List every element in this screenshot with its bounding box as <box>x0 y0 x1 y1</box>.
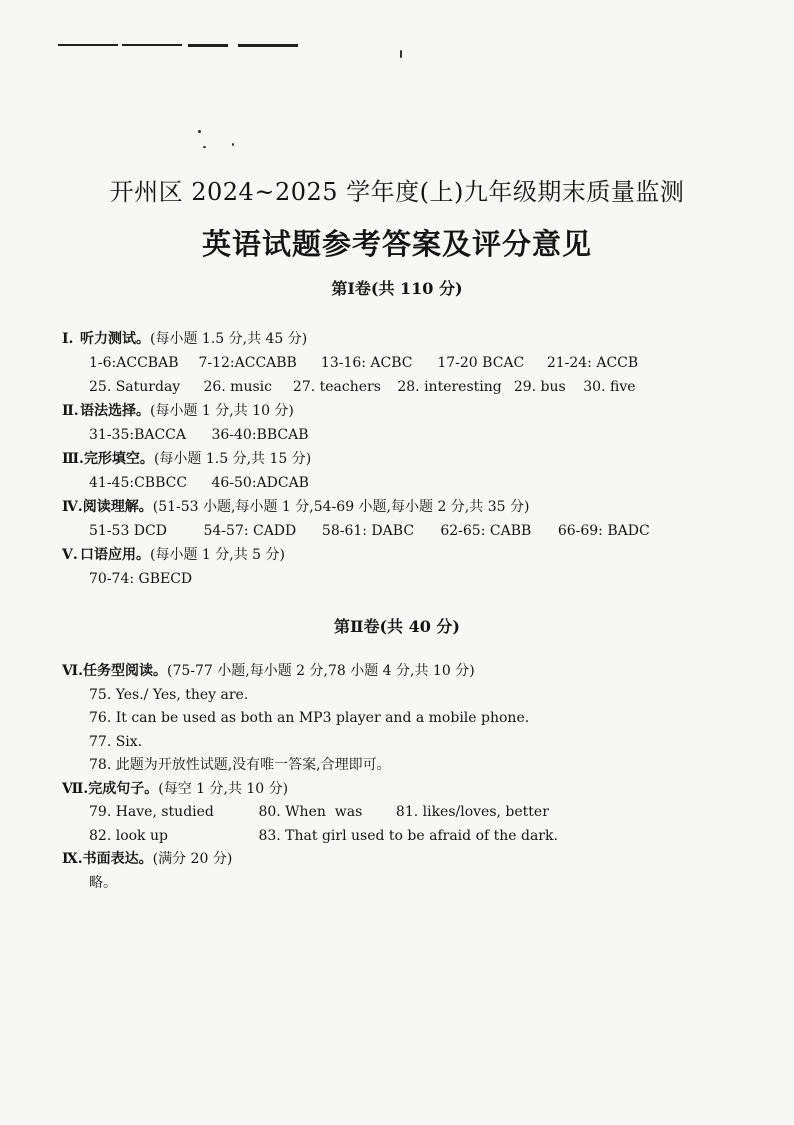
answer-item: 27. teachers <box>292 379 381 395</box>
answer-item: 30. five <box>583 379 636 395</box>
section-heading <box>62 327 742 351</box>
section-number: Ⅲ. <box>62 451 84 467</box>
answer-row <box>62 519 742 543</box>
scan-speck <box>232 143 234 146</box>
answer-item: 略。 <box>89 874 117 891</box>
scan-artifact-top <box>58 44 308 48</box>
answer-item: 75. Yes./ Yes, they are. <box>89 686 249 703</box>
answer-item: 76. It can be used as both an MP3 player and a mobile phone. <box>89 710 530 726</box>
section-number: Ⅵ. <box>62 663 83 679</box>
answer-row <box>62 754 742 778</box>
answer-item: 51-53 DCD <box>89 523 167 539</box>
section-heading <box>62 543 742 567</box>
section-score-note: (75-77 小题,每小题 2 分,78 小题 4 分,共 10 分) <box>166 663 475 679</box>
answer-row <box>62 351 742 375</box>
answer-item: 28. interesting <box>397 379 502 395</box>
answer-item: 25. Saturday <box>89 379 181 395</box>
scan-speck <box>400 50 402 58</box>
answer-item: 17-20 BCAC <box>437 355 525 371</box>
section-number: Ⅴ. <box>62 547 78 563</box>
section-heading <box>62 447 742 471</box>
answer-item: 54-57: CADD <box>203 523 297 539</box>
section-name: 语法选择。 <box>80 403 150 419</box>
section-heading <box>62 778 742 802</box>
section-name: 阅读理解。 <box>82 499 153 515</box>
section-number: Ⅸ. <box>62 851 83 867</box>
scan-speck <box>203 146 206 148</box>
section-number: Ⅳ. <box>62 499 83 515</box>
answer-item: 77. Six. <box>89 733 143 750</box>
answer-row <box>62 872 742 896</box>
section-heading <box>62 660 742 684</box>
section-name: 任务型阅读。 <box>82 663 167 679</box>
answer-item: 7-12:ACCABB <box>198 355 297 371</box>
section-name: 完形填空。 <box>83 451 154 467</box>
answer-item: 66-69: BADC <box>557 523 650 539</box>
answer-item: 58-61: DABC <box>321 523 415 539</box>
volume-2-sections <box>62 660 742 895</box>
exam-title: 开州区 2024~2025 学年度(上)九年级期末质量监测 <box>109 178 685 206</box>
answer-item: 36-40:BBCAB <box>211 427 309 443</box>
volume-1-heading: 第Ⅰ卷(共 110 分) <box>331 279 463 298</box>
answer-item: 83. That girl used to be afraid of the dark. <box>258 827 558 844</box>
section-score-note: (每空 1 分,共 10 分) <box>158 780 289 797</box>
answer-row <box>62 825 742 849</box>
answer-item: 31-35:BACCA <box>89 427 187 443</box>
answer-item: 29. bus <box>513 379 566 395</box>
section-score-note: (每小题 1 分,共 10 分) <box>150 403 294 419</box>
section-number: Ⅶ. <box>62 780 89 797</box>
answer-item: 26. music <box>203 379 272 395</box>
section-heading <box>62 848 742 872</box>
section-name: 书面表达。 <box>82 851 153 867</box>
answer-item: 81. likes/loves, better <box>395 804 549 820</box>
answer-item: 1-6:ACCBAB <box>89 355 179 371</box>
answer-row <box>62 375 742 399</box>
section-heading <box>62 495 742 519</box>
answer-row <box>62 801 742 825</box>
answer-row <box>62 567 742 591</box>
section-score-note: (每小题 1.5 分,共 15 分) <box>153 451 312 467</box>
section-name: 听力测试。 <box>80 331 150 347</box>
section-number: Ⅰ. <box>62 331 74 347</box>
answer-item: 79. Have, studied <box>89 804 214 820</box>
section-score-note: (每小题 1.5 分,共 45 分) <box>150 331 308 347</box>
volume-2-heading: 第Ⅱ卷(共 40 分) <box>333 617 461 636</box>
answer-row <box>62 731 742 755</box>
answer-item: 46-50:ADCAB <box>211 475 309 491</box>
answer-row <box>62 707 742 731</box>
scan-speck <box>198 130 201 133</box>
answer-item: 62-65: CABB <box>440 523 532 539</box>
answer-row <box>62 423 742 447</box>
volume-1-sections <box>62 327 742 591</box>
section-score-note: (每小题 1 分,共 5 分) <box>150 547 285 563</box>
answer-row <box>62 684 742 708</box>
section-name: 口语应用。 <box>80 547 150 563</box>
section-score-note: (满分 20 分) <box>152 851 233 867</box>
answer-item: 78. 此题为开放性试题,没有唯一答案,合理即可。 <box>89 757 391 773</box>
section-number: Ⅱ. <box>62 403 79 419</box>
answer-item: 80. When was <box>258 804 363 820</box>
section-heading <box>62 399 742 423</box>
answer-key-title: 英语试题参考答案及评分意见 <box>201 227 592 261</box>
answer-item: 13-16: ACBC <box>320 355 413 371</box>
answer-item: 82. look up <box>89 827 168 844</box>
answer-item: 41-45:CBBCC <box>89 475 188 491</box>
answer-item: 70-74: GBECD <box>89 571 193 587</box>
section-name: 完成句子。 <box>88 780 159 797</box>
answer-item: 21-24: ACCB <box>546 355 639 371</box>
section-score-note: (51-53 小题,每小题 1 分,54-69 小题,每小题 2 分,共 35 分) <box>152 499 530 515</box>
answer-row <box>62 471 742 495</box>
